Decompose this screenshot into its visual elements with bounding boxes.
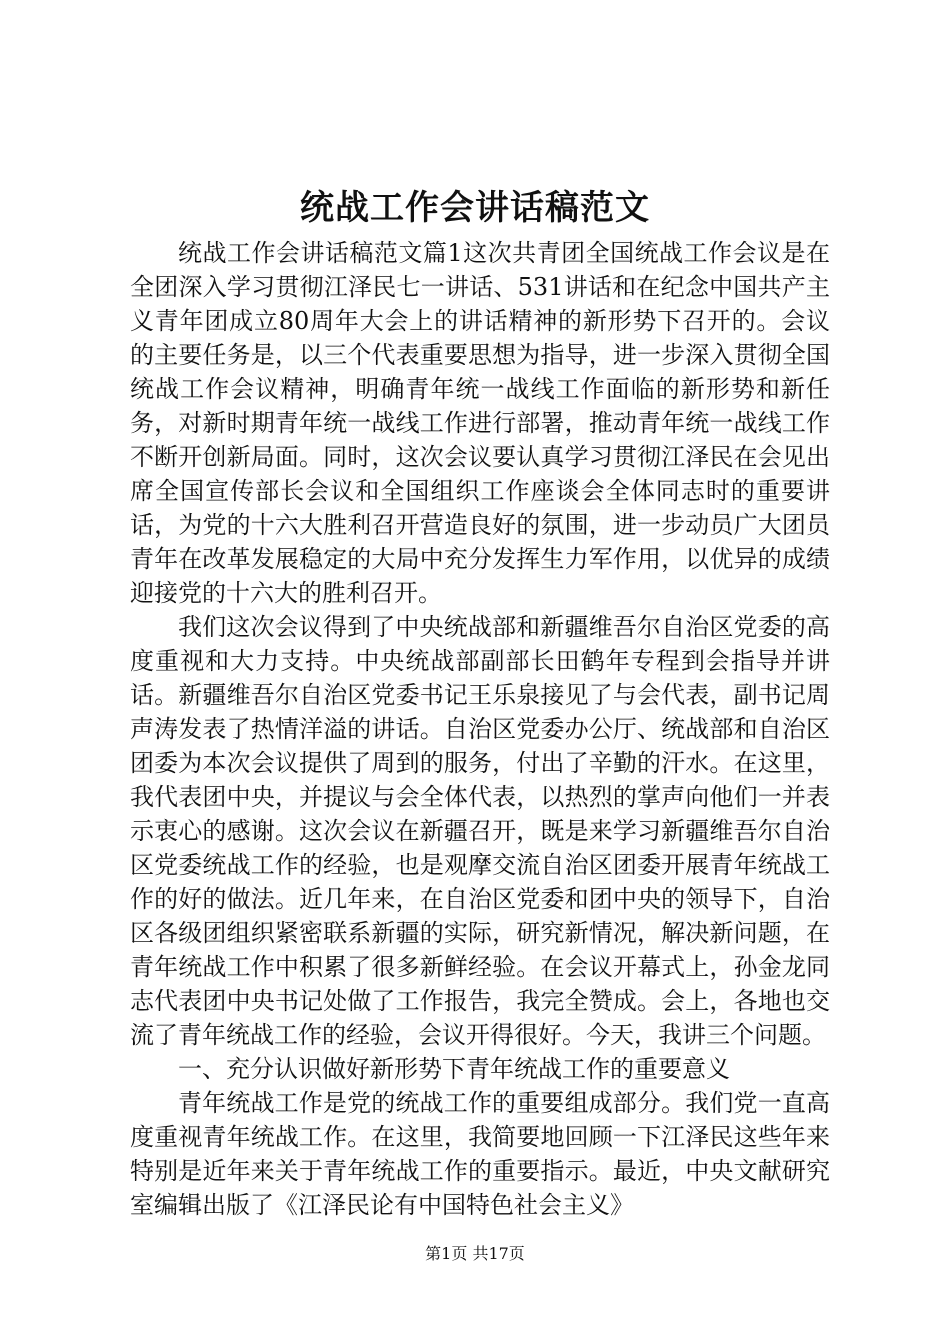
paragraph-thanks: 我们这次会议得到了中央统战部和新疆维吾尔自治区党委的高度重视和大力支持。中央统战部副部长田鹤年专程到会指导并讲话。新疆维吾尔自治区党委书记王乐泉接见了与会代表，副书记周声涛发表了热情洋溢的讲话。自治区党委办公厅、统战部和自治区团委为本次会议提供了周到的服务，付出了辛勤的汗水。在这里，我代表团中央，并提议与会全体代表，以热烈的掌声向他们一并表示衷心的感谢。这次会议在新疆召开，既是来学习新疆维吾尔自治区党委统战工作的经验，也是观摩交流自治区团委开展青年统战工作的好的做法。近几年来，在自治区党委和团中央的领导下，自治区各级团组织紧密联系新疆的实际，研究新情况，解决新问题，在青年统战工作中积累了很多新鲜经验。在会议开幕式上，孙金龙同志代表团中央书记处做了工作报告，我完全赞成。会上，各地也交流了青年统战工作的经验，会议开得很好。今天，我讲三个问题。 — [130, 613, 830, 1049]
document-title: 统战工作会讲话稿范文 — [300, 188, 650, 228]
page-number-footer: 第1页 共17页 — [425, 1244, 525, 1263]
section-heading-1: 一、充分认识做好新形势下青年统战工作的重要意义 — [178, 1055, 730, 1083]
document-body — [130, 236, 830, 1222]
paragraph-section-1: 青年统战工作是党的统战工作的重要组成部分。我们党一直高度重视青年统战工作。在这里，我简要地回顾一下江泽民这些年来特别是近年来关于青年统战工作的重要指示。最近，中央文献研究室编辑出版了《江泽民论有中国特色社会主义》 — [130, 1089, 830, 1219]
paragraph-intro: 统战工作会讲话稿范文篇1这次共青团全国统战工作会议是在全团深入学习贯彻江泽民七一讲话、531讲话和在纪念中国共产主义青年团成立80周年大会上的讲话精神的新形势下召开的。会议的主要任务是，以三个代表重要思想为指导，进一步深入贯彻全国统战工作会议精神，明确青年统一战线工作面临的新形势和新任务，对新时期青年统一战线工作进行部署，推动青年统一战线工作不断开创新局面。同时，这次会议要认真学习贯彻江泽民在会见出席全国宣传部长会议和全国组织工作座谈会全体同志时的重要讲话，为党的十六大胜利召开营造良好的氛围，进一步动员广大团员青年在改革发展稳定的大局中充分发挥生力军作用，以优异的成绩迎接党的十六大的胜利召开。 — [130, 239, 830, 607]
